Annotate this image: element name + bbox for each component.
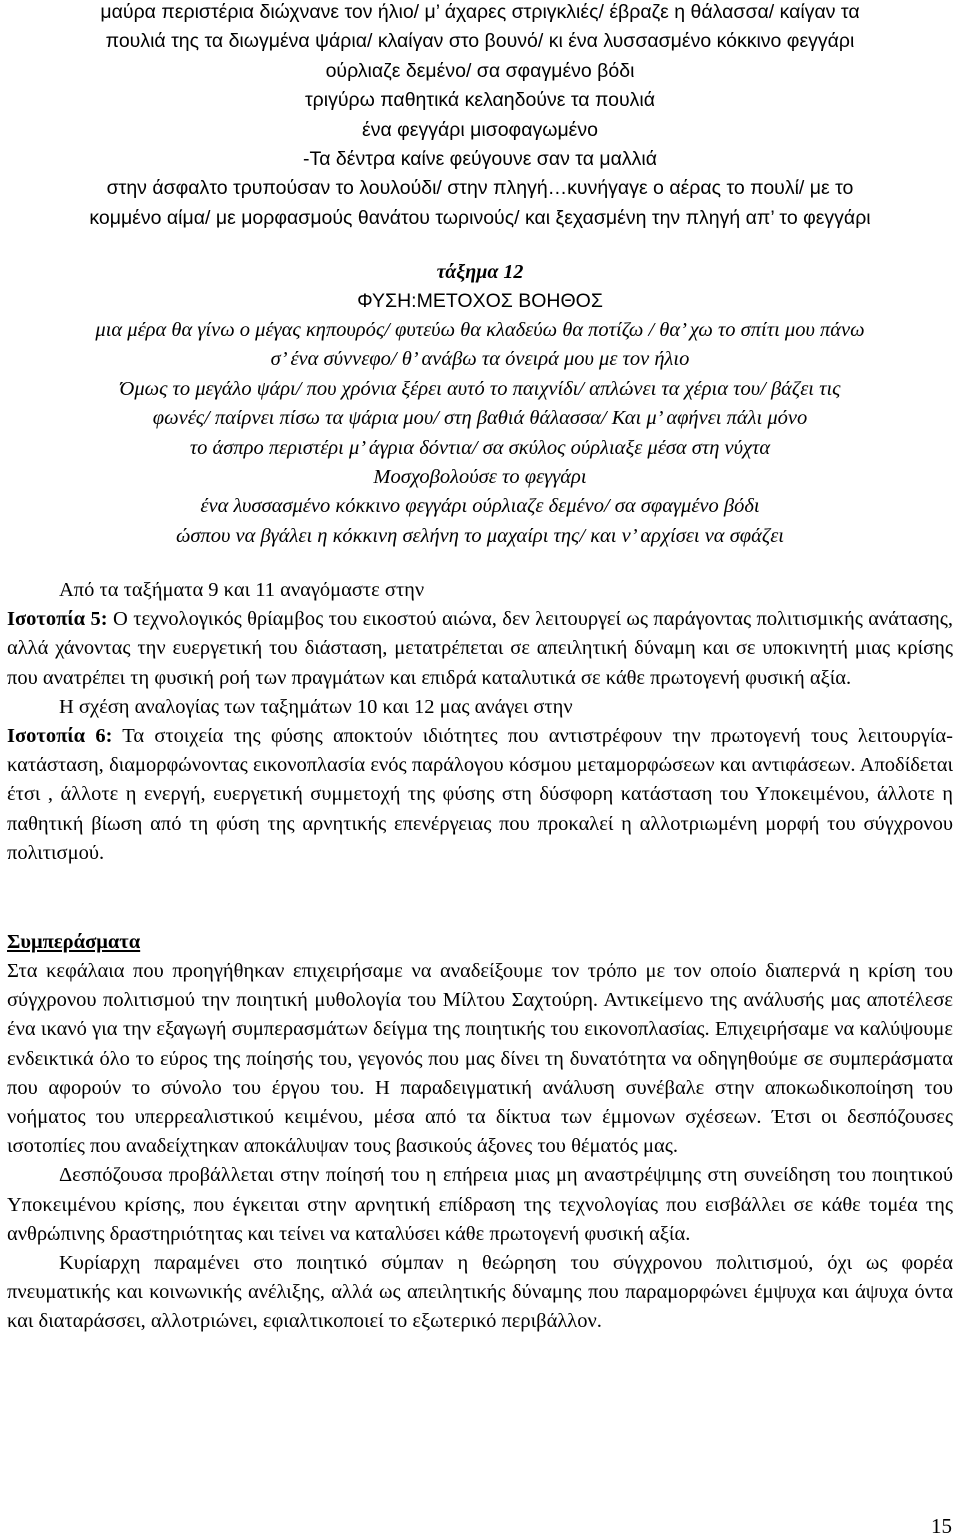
isotopy-paragraph xyxy=(7,722,953,868)
page-number: 15 xyxy=(931,1514,952,1538)
poem-line: πουλιά της τα διωγμένα ψάρια/ κλαίγαν στο βουνό/ κι ένα λυσσασμένο κόκκινο φεγγάρι xyxy=(105,30,855,53)
poem-line: Όμως το μεγάλο ψάρι/ που χρόνια ξέρει αυτό το παιχνίδι/ απλώνει τα χέρια του/ βάζει τις xyxy=(119,377,841,400)
analysis-intro: Από τα ταξήματα 9 και 11 αναγόμαστε στην xyxy=(59,579,425,601)
poem-line: κομμένο αίμα/ με μορφασμούς θανάτου τωρινούς/ και ξεχασμένη την πληγή απ’ το φεγγάρι xyxy=(89,206,871,229)
poem-line: ένα λυσσασμένο κόκκινο φεγγάρι ούρλιαζε δεμένο/ σα σφαγμένο βόδι xyxy=(200,495,760,518)
conclusions-text xyxy=(7,957,953,1337)
section-roles: ΦΥΣΗ:ΜΕΤΟΧΟΣ ΒΟΗΘΟΣ xyxy=(357,290,603,313)
poem-line: στην άσφαλτο τρυπούσαν το λουλούδι/ στην πληγή…κυνήγαγε ο αέρας το πουλί/ με το xyxy=(106,177,854,200)
poem-line: μαύρα περιστέρια διώχνανε τον ήλιο/ μ’ άχαρες στριγκλιές/ έβραζε η θάλασσα/ καίγαν τα xyxy=(100,1,860,23)
paragraph: Στα κεφάλαια που προηγήθηκαν επιχειρήσαμε να αναδείξουμε τον τρόπο με τον οποίο διαπερνά η κρίση του σύγχρονου πολιτισμού την ποιητική μυθολογία του Μίλτου Σαχτούρη. Αντικείμενο της ανάλυσής μας αποτέλεσε ένα ικανό για την εξαγωγή συμπερασμάτων δείγμα της ποιητικής του εικονοπλασίας. Επιχειρήσαμε να καλύψουμε ενδεικτικά όλο το εύρος της ποίησής του, γεγονός που μας δίνει τη δυνατότητα να οδηγηθούμε σε συμπεράσματα που αφορούν το σύνολο του έργου του. Η παραδειγματική ανάλυση συνέβαλε στην αποκωδικοποίηση του νοήματος του υπερρεαλιστικού κειμένου, μέσα από τα δίκτυα των έμμονων σχέσεων. Έτσι οι δεσπόζουσες ισοτοπίες που αναδείχτηκαν αποκάλυψαν τους βασικούς άξονες του θέματός μας. xyxy=(7,960,953,1158)
analysis-intro: Η σχέση αναλογίας των ταξημάτων 10 και 12 μας ανάγει στην xyxy=(59,695,573,718)
poem-line: το άσπρο περιστέρι μ’ άγρια δόντια/ σα σκύλος ούρλιαξε μέσα στη νύχτα xyxy=(189,436,771,459)
poem-line: -Τα δέντρα καίνε φεύγουνε σαν τα μαλλιά xyxy=(302,148,658,171)
poem-line: ώσπου να βγάλει η κόκκινη σελήνη το μαχαίρι της/ και ν’ αρχίσει να σφάζει xyxy=(176,524,784,547)
analysis-text xyxy=(7,576,953,868)
paragraph: Δεσπόζουσα προβάλλεται στην ποίησή του η επήρεια μιας μη αναστρέψιμης στη συνείδηση του ποιητικού Υποκειμένου κρίσης, που έγκειται στην αρνητική επίδραση της τεχνολογίας που εισβάλλει σε κάθε τομέα της ανθρώπινης δραστηριότητας και τείνει να καταλύσει κάθε πρωτογενή φυσική αξία. xyxy=(7,1164,953,1245)
isotopy-text: Ο τεχνολογικός θρίαμβος του εικοστού αιώνα, δεν λειτουργεί ως παράγοντας πολιτισμικής ανάτασης, αλλά χάνοντας την ευεργετική του διάσταση, μετατρέπεται σε απειλητική δύναμη και σε υποκινητή μιας κρίσης που ανατρέπει τη φυσική ροή των πραγμάτων και επιδρά καταλυτικά σε κάθε πρωτογενή φυσική αξία. xyxy=(7,608,953,689)
isotopy-paragraph xyxy=(7,605,953,693)
poem-line: φωνές/ παίρνει πίσω τα ψάρια μου/ στη βαθιά θάλασσα/ Και μ’ αφήνει πάλι μόνο xyxy=(152,407,808,430)
poem-line: ούρλιαζε δεμένο/ σα σφαγμένο βόδι xyxy=(325,59,635,82)
section-header xyxy=(0,258,960,317)
poem-line: τριγύρω παθητικά κελαηδούνε τα πουλιά xyxy=(304,89,656,112)
isotopy-label: Ισοτοπία 6: xyxy=(7,725,113,748)
section-title: τάξημα 12 xyxy=(436,261,524,283)
poem-line: ένα φεγγάρι μισοφαγωμένο xyxy=(362,118,598,141)
poem-line: σ’ ένα σύννεφο/ θ’ ανάβω τα όνειρά μου με τον ήλιο xyxy=(270,348,690,371)
paragraph: Κυρίαρχη παραμένει στο ποιητικό σύμπαν η θεώρηση του σύγχρονου πολιτισμού, όχι ως φορέα πνευματικής και κοινωνικής ανέλιξης, αλλά ως απειλητικής δύναμης που παραμορφώνει έμψυχα και άψυχα όντα και διαταράσσει, αλλοτριώνει, εφιαλτικοποιεί το εξωτερικό περιβάλλον. xyxy=(7,1252,953,1333)
isotopy-text: Τα στοιχεία της φύσης αποκτούν ιδιότητες που αντιστρέφουν την πρωτογενή τους λειτουργία-κατάσταση, διαμορφώνοντας εικονοπλασία ενός παράλογου κόσμου μεταμορφώσεων και αντιφάσεων. Αποδίδεται έτσι , άλλοτε η ενεργή, ευεργετική συμμετοχή της φύσης στη δύσφορη κατάσταση του Υποκειμένου, άλλοτε η παθητική βίωση από τη φύση της αρνητικής επενέργειας που προκαλεί η αλλοτριωμένη μορφή του σύγχρονου πολιτισμού. xyxy=(7,725,953,864)
poem-italic-excerpt xyxy=(0,316,960,551)
poem-line: μια μέρα θα γίνω ο μέγας κηπουρός/ φυτεύω θα κλαδεύω θα ποτίζω / θα’ χω το σπίτι μου πάνω xyxy=(95,319,865,341)
poem-excerpt xyxy=(0,0,960,233)
conclusions-heading: Συμπεράσματα xyxy=(7,931,141,953)
isotopy-label: Ισοτοπία 5: xyxy=(7,608,108,631)
poem-line: Μοσχοβολούσε το φεγγάρι xyxy=(373,466,587,489)
